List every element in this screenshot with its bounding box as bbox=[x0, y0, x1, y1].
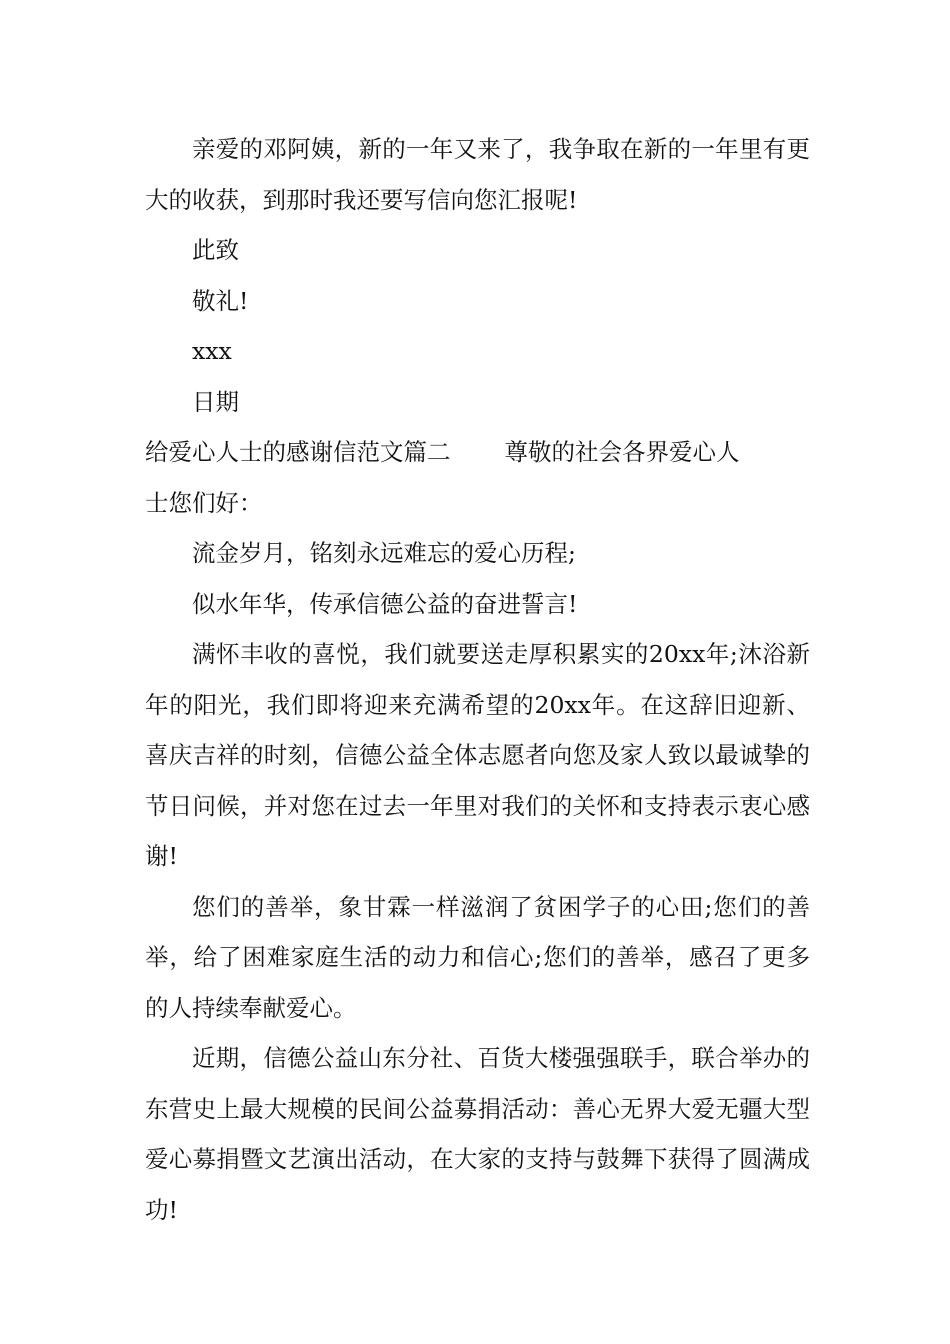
letter-two-heading bbox=[145, 427, 810, 528]
letter-two-greeting: 尊敬的社会各界爱心人 bbox=[504, 438, 740, 466]
body-paragraph: 似水年华，传承信德公益的奋进誓言! bbox=[192, 589, 578, 618]
body-paragraph: 流金岁月，铭刻永远难忘的爱心历程; bbox=[192, 539, 576, 567]
salutation-line-1: 此致 bbox=[192, 236, 239, 264]
body-paragraph: 您们的善举，象甘霖一样滋润了贫困学子的心田;您们的善举，给了困难家庭生活的动力和信心;您们的善举，感召了更多的人持续奉献爱心。 bbox=[145, 892, 810, 1022]
letter-two-title: 给爱心人士的感谢信范文篇二 bbox=[145, 438, 451, 466]
document-page bbox=[145, 124, 810, 1235]
salutation-line-2: 敬礼! bbox=[192, 286, 249, 315]
closing-paragraph: 亲爱的邓阿姨，新的一年又来了，我争取在新的一年里有更大的收获，到那时我还要写信向您汇报呢! bbox=[145, 135, 810, 214]
signature: xxx bbox=[192, 337, 232, 365]
letter-two-greeting-continued: 士您们好： bbox=[145, 488, 263, 517]
body-paragraph: 近期，信德公益山东分社、百货大楼强强联手，联合举办的东营史上最大规模的民间公益募捐活动：善心无界大爱无疆大型爱心募捐暨文艺演出活动，在大家的支持与鼓舞下获得了圆满成功! bbox=[145, 1044, 810, 1224]
body-paragraph: 满怀丰收的喜悦，我们就要送走厚积累实的20xx年;沐浴新年的阳光，我们即将迎来充满希望的20xx年。在这辞旧迎新、喜庆吉祥的时刻，信德公益全体志愿者向您及家人致以最诚挚的节日问候，并对您在过去一年里对我们的关怀和支持表示衷心感谢! bbox=[145, 640, 810, 870]
date-line: 日期 bbox=[192, 387, 239, 416]
